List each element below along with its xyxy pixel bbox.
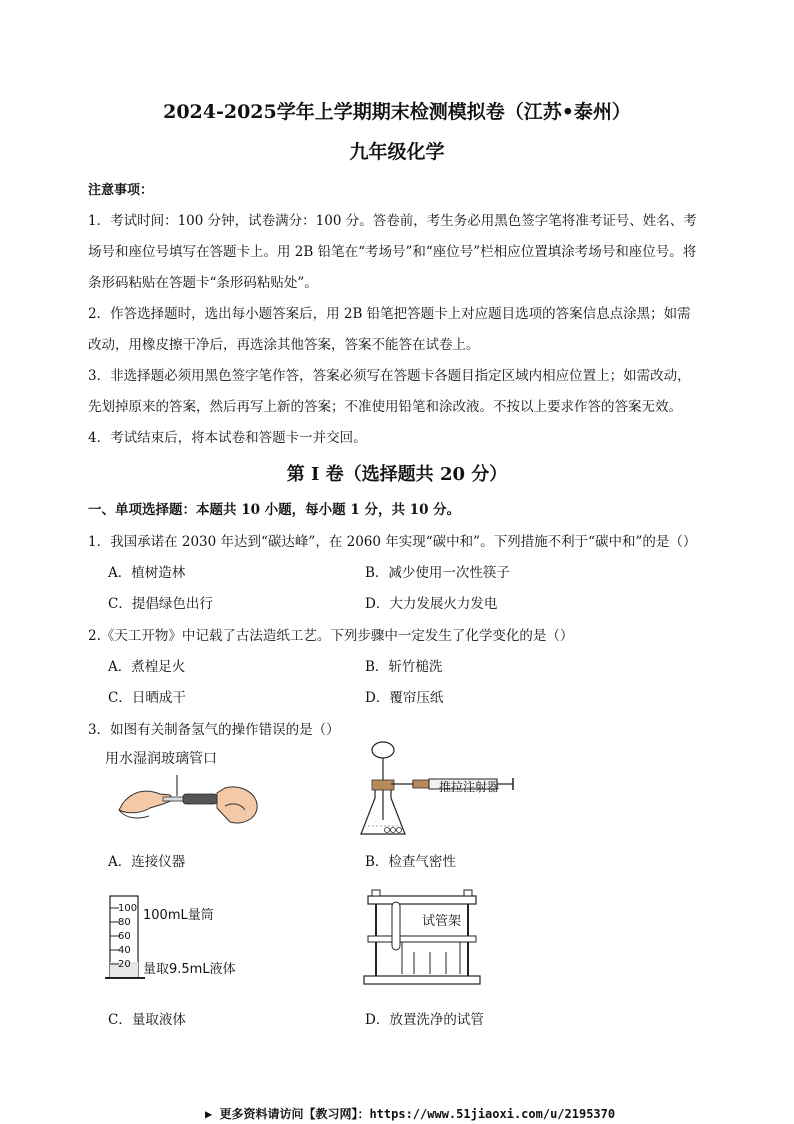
figure-d-test-tube-rack: [362, 882, 492, 992]
question-1-option-c: C．提倡绿色出行: [108, 596, 213, 612]
notice-line: 3．非选择题必须用黑色签字笔作答，答案必须写在答题卡各题目指定区域内相应位置上；如需改动，: [88, 368, 691, 384]
notice-line: 4．考试结束后，将本试卷和答题卡一并交回。: [88, 430, 367, 446]
exam-title: 2024-2025学年上学期期末检测模拟卷（江苏•泰州）: [163, 101, 631, 123]
tick-label: 20: [118, 959, 131, 970]
question-3-option-d: D．放置洗净的试管: [365, 1012, 484, 1028]
question-2-option-c: C．日晒成干: [108, 690, 186, 706]
figure-c-measure-liquid: [105, 892, 305, 987]
figure-b-caption: 推拉注射器: [439, 780, 500, 794]
cylinder-tick-labels: [118, 902, 137, 972]
question-1-option-d: D．大力发展火力发电: [365, 596, 498, 612]
figure-c-caption-bottom: 量取9.5mL液体: [143, 962, 236, 977]
figure-a-connect-apparatus: [105, 748, 325, 838]
figure-a-caption: 用水湿润玻璃管口: [105, 751, 217, 767]
question-2-option-d: D．覆帘压纸: [365, 690, 444, 706]
question-2-option-b: B．斩竹槌洗: [365, 659, 443, 675]
figure-c-caption-top: 100mL量筒: [143, 908, 214, 923]
figure-b-check-airtightness: [355, 738, 595, 843]
tick-label: 40: [118, 945, 131, 956]
question-2-stem: 2.《天工开物》中记载了古法造纸工艺。下列步骤中一定发生了化学变化的是（）: [88, 628, 574, 644]
test-tube-rack-icon: [362, 882, 492, 992]
hands-glass-tube-icon: [105, 748, 325, 838]
footer-link[interactable]: ▶ 更多资料请访问【教习网】：https://www.51jiaoxi.com/u/2195370: [205, 1107, 616, 1121]
tick-label: 100: [118, 903, 138, 914]
notice-line: 1．考试时间：100 分钟，试卷满分：100 分。答卷前，考生务必用黑色签字笔将准考证号、姓名、考: [88, 213, 697, 229]
notice-line: 先划掉原来的答案，然后再写上新的答案；不准使用铅笔和涂改液。不按以上要求作答的答案无效。: [88, 399, 682, 415]
question-3-option-b: B．检查气密性: [365, 854, 456, 870]
question-3-stem: 3．如图有关制备氢气的操作错误的是（）: [88, 722, 340, 738]
part-title: 一、单项选择题：本题共 10 小题，每小题 1 分，共 10 分。: [88, 502, 461, 518]
figure-d-caption: 试管架: [422, 914, 462, 929]
notice-line: 2．作答选择题时，选出每小题答案后，用 2B 铅笔把答题卡上对应题目选项的答案信息点涂黑；如需: [88, 306, 691, 322]
question-3-option-a: A．连接仪器: [108, 854, 186, 870]
question-2-option-a: A．煮楻足火: [108, 659, 186, 675]
notice-heading: 注意事项：: [88, 183, 154, 198]
question-1-option-a: A．植树造林: [108, 565, 186, 581]
tick-label: 60: [118, 931, 131, 942]
section-title: 第 I 卷（选择题共 20 分）: [286, 464, 508, 485]
notice-line: 改动，用橡皮擦干净后，再选涂其他答案，答案不能答在试卷上。: [88, 337, 480, 353]
notice-line: 场号和座位号填写在答题卡上。用 2B 铅笔在“考场号”和“座位号”栏相应位置填涂考场号和座位号。将: [88, 244, 697, 260]
notice-line: 条形码粘贴在答题卡“条形码粘贴处”。: [88, 275, 318, 291]
question-1-option-b: B．减少使用一次性筷子: [365, 565, 510, 581]
exam-subtitle: 九年级化学: [349, 141, 445, 163]
tick-label: 80: [118, 917, 131, 928]
question-3-option-c: C．量取液体: [108, 1012, 186, 1028]
question-1-stem: 1．我国承诺在 2030 年达到“碳达峰”，在 2060 年实现“碳中和”。下列措施不利于“碳中和”的是（）: [88, 534, 697, 550]
